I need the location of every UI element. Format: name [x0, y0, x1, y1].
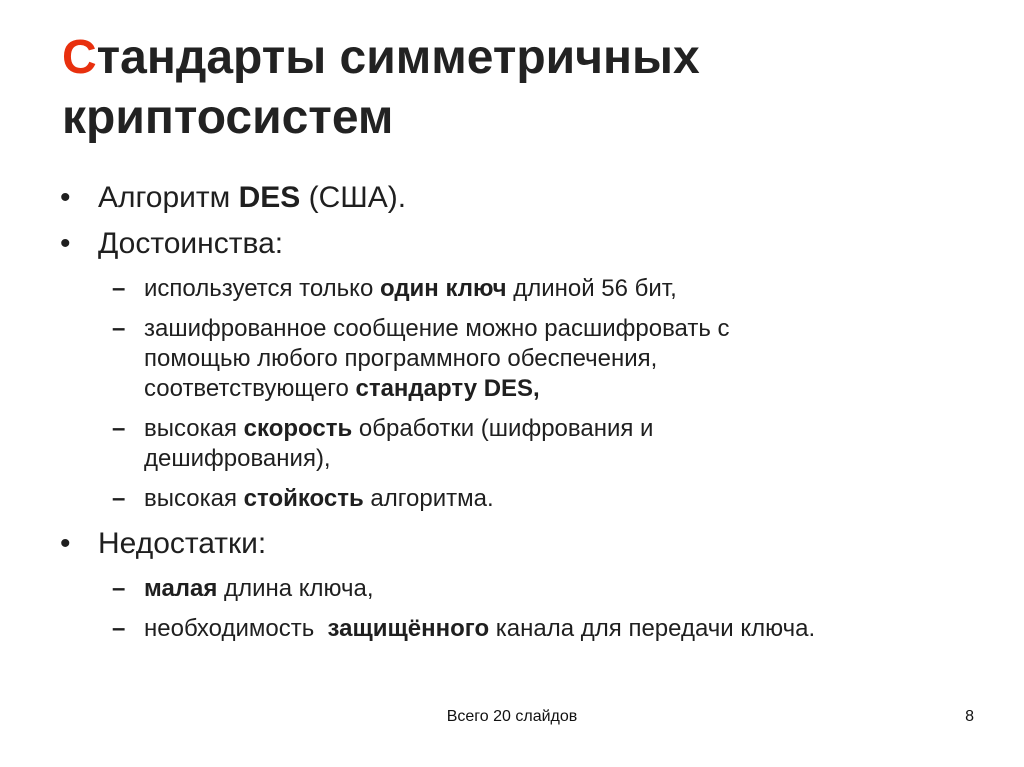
bullet-algorithm	[60, 180, 980, 216]
item-bold-text: защищённого	[327, 615, 490, 642]
item-text: соответствующего	[144, 375, 356, 402]
item-text: помощью любого программного обеспечения,	[144, 345, 658, 372]
bullet-marker: •	[60, 181, 71, 214]
item-bold-text: один ключ	[379, 275, 507, 302]
bullet-advantages	[60, 226, 980, 262]
bullet-marker: •	[60, 227, 71, 260]
advantage-item	[60, 484, 980, 514]
disadvantage-item	[60, 614, 980, 644]
bullet-text: Алгоритм	[98, 181, 239, 214]
title-line2: криптосистем	[62, 91, 394, 144]
title-line1-rest: тандарты симметричных	[96, 31, 700, 84]
advantage-item	[60, 414, 980, 474]
slide-title	[62, 28, 962, 148]
bullet-text: Достоинства:	[98, 227, 284, 260]
dash-marker: –	[112, 575, 126, 602]
bullet-bold-text: DES	[238, 181, 301, 214]
item-text: канала для передачи ключа.	[489, 615, 816, 642]
dash-marker: –	[112, 275, 126, 302]
item-text: дешифрования),	[144, 445, 331, 472]
item-bold-text: малая	[144, 575, 218, 602]
bullet-marker: •	[60, 527, 71, 560]
item-text: высокая	[144, 485, 244, 512]
dash-marker: –	[112, 485, 126, 512]
item-bold-text: скорость	[243, 415, 353, 442]
disadvantage-item	[60, 574, 980, 604]
item-text: высокая	[144, 415, 244, 442]
title-first-letter: С	[62, 31, 97, 84]
page-number: 8	[965, 708, 974, 725]
bullet-disadvantages	[60, 526, 980, 562]
item-bold-text: стойкость	[243, 485, 364, 512]
item-text: длина ключа,	[217, 575, 374, 602]
footer-slide-count: Всего 20 слайдов	[446, 708, 578, 725]
slide-content	[60, 180, 980, 644]
item-text: используется только	[144, 275, 380, 302]
item-text: обработки (шифрования и	[352, 415, 654, 442]
advantage-item	[60, 274, 980, 304]
dash-marker: –	[112, 315, 126, 342]
dash-marker: –	[112, 415, 126, 442]
item-text: необходимость	[144, 615, 328, 642]
advantage-item	[60, 314, 980, 404]
dash-marker: –	[112, 615, 126, 642]
item-bold-text: стандарту DES,	[355, 375, 540, 402]
item-text: длиной 56 бит,	[506, 275, 677, 302]
item-text: алгоритма.	[363, 485, 494, 512]
bullet-text: Недостатки:	[98, 527, 267, 560]
bullet-text: (США).	[300, 181, 407, 214]
item-text: зашифрованное сообщение можно расшифровать с	[144, 315, 730, 342]
